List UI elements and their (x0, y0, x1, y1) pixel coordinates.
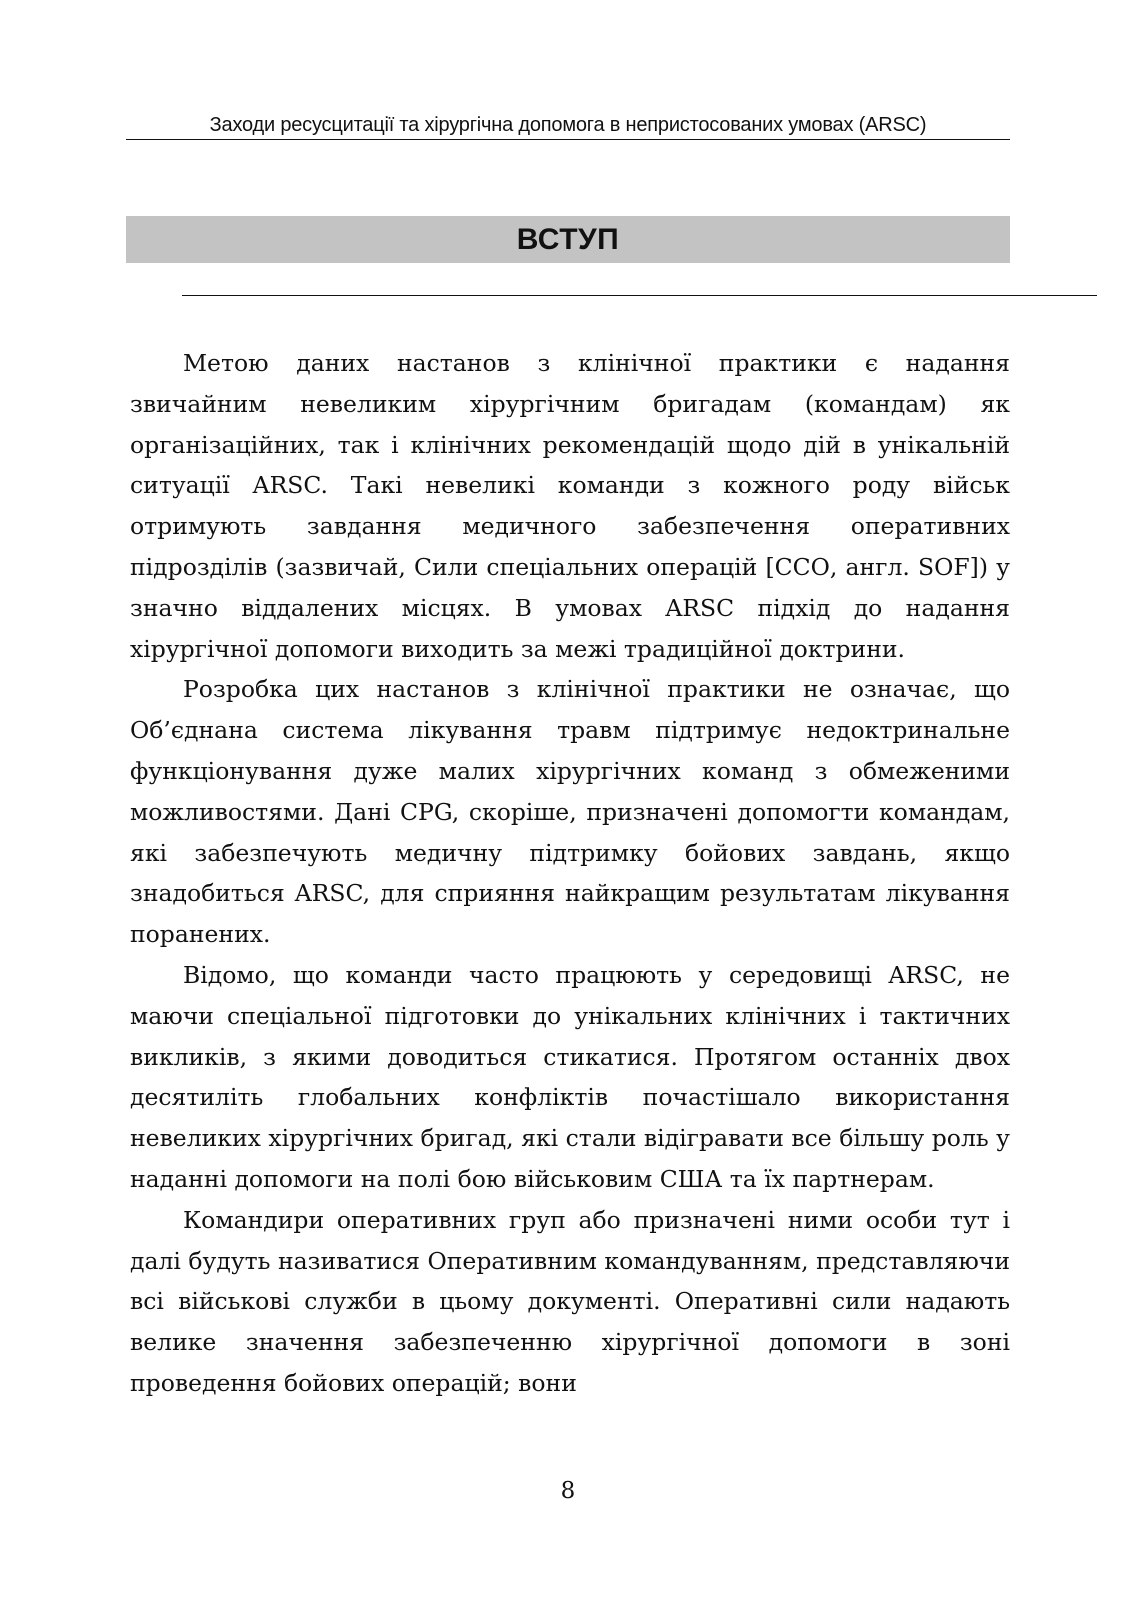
running-header: Заходи ресусцитації та хірургічна допомога в непристосованих умовах (ARSC) (209, 114, 927, 136)
paragraph: Розробка цих настанов з клінічної практики не означає, що Об’єднана система лікування травм підтримує недоктринальне функціонування дуже малих хірургічних команд з обмеженими можливостями. Дані CPG, скоріше, призначені допомогти командам, які забезпечують медичну підтримку бойових завдань, якщо знадобиться ARSC, для сприяння найкращим результатам лікування поранених. (130, 675, 1010, 949)
section-title-band (126, 216, 1010, 263)
section-title: ВСТУП (516, 223, 620, 256)
body-text (130, 343, 1010, 1404)
paragraph: Відомо, що команди часто працюють у середовищі ARSC, не маючи спеціальної підготовки до унікальних клінічних і тактичних викликів, з якими доводиться стикатися. Протягом останніх двох десятиліть глобальних конфліктів почастішало використання невеликих хірургічних бригад, які стали відігравати все більшу роль у наданні допомоги на полі бою військовим США та їх партнерам. (130, 960, 1010, 1193)
header-rule (126, 139, 1010, 140)
paragraph: Метою даних настанов з клінічної практики є надання звичайним невеликим хірургічним бригадам (командам) як організаційних, так і клінічних рекомендацій щодо дій в унікальній ситуації ARSC. Такі невеликі команди з кожного роду військ отримують завдання медичного забезпечення оперативних підрозділів (зазвичай, Сили спеціальних операцій [ССО, англ. SOF]) у значно віддалених місцях. В умовах ARSC підхід до надання хірургічної допомоги виходить за межі традиційної доктрини. (130, 349, 1010, 663)
page-number: 8 (560, 1478, 576, 1504)
paragraph: Командири оперативних груп або призначені ними особи тут і далі будуть називатися Оперативним командуванням, представляючи всі військові служби в цьому документі. Оперативні сили надають велике значення забезпеченню хірургічної допомоги в зоні проведення бойових операцій; вони (130, 1205, 1010, 1397)
title-rule (182, 295, 1097, 296)
